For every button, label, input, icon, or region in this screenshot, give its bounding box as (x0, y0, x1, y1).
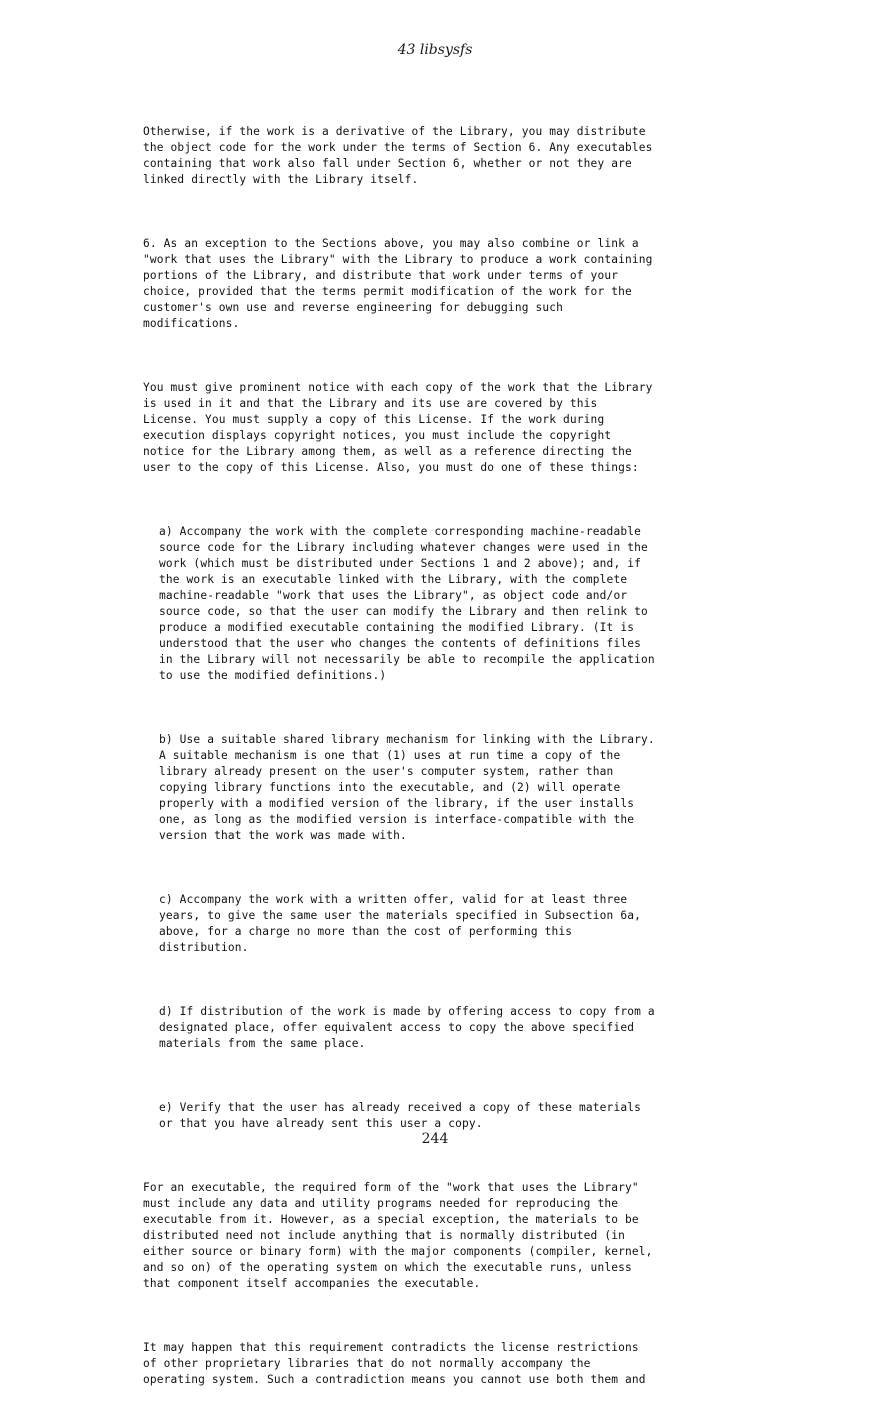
paragraph-contradiction: It may happen that this requirement contradicts the license restrictions of other proprietary libraries that do not normally accompany the operating system. Such a contradiction means you cannot use both them and (143, 1341, 646, 1386)
paragraph-derivative-work: Otherwise, if the work is a derivative of the Library, you may distribute the object code for the work under the terms of Section 6. Any executables containing that work also fall under Section 6, whether or not they are linked directly with the Library itself. (143, 125, 653, 186)
list-item-6d: d) If distribution of the work is made by offering access to copy from a designated place, offer equivalent access to copy the above specified materials from the same place. (159, 1005, 655, 1050)
page-number: 244 (421, 1131, 449, 1147)
list-item-6e: e) Verify that the user has already received a copy of these materials or that you have already sent this user a copy. (159, 1101, 641, 1130)
list-item-6b: b) Use a suitable shared library mechanism for linking with the Library. A suitable mechanism is one that (1) uses at run time a copy of the library already present on the user's computer system, rather than copying library functions into the executable, and (2) will operate properly with a modified version of the library, if the user installs one, as long as the modified version is interface-compatible with the version that the work was made with. (159, 733, 655, 842)
paragraph-executable-form: For an executable, the required form of the "work that uses the Library" must include any data and utility programs needed for reproducing the executable from it. However, as a special exception, the materials to be distributed need not include anything that is normally distributed (in either source or binary form) with the major components (compiler, kernel, and so on) of the operating system on which the executable runs, unless that component itself accompanies the executable. (143, 1181, 653, 1290)
running-header: 43 libsysfs (397, 42, 473, 58)
document-body (143, 92, 783, 1420)
list-item-6c: c) Accompany the work with a written offer, valid for at least three years, to give the same user the materials specified in Subsection 6a, above, for a charge no more than the cost of performing this distribution. (159, 893, 641, 954)
list-item-6a: a) Accompany the work with the complete corresponding machine-readable source code for the Library including whatever changes were used in the work (which must be distributed under Sections 1 and 2 above); and, if the work is an executable linked with the Library, with the complete machine-readable "work that uses the Library", as object code and/or source code, so that the user can modify the Library and then relink to produce a modified executable containing the modified Library. (It is understood that the user who changes the contents of definitions files in the Library will not necessarily be able to recompile the application to use the modified definitions.) (159, 525, 655, 682)
paragraph-section-6: 6. As an exception to the Sections above, you may also combine or link a "work that uses the Library" with the Library to produce a work containing portions of the Library, and distribute that work under terms of your choice, provided that the terms permit modification of the work for the customer's own use and reverse engineering for debugging such modifications. (143, 237, 653, 330)
paragraph-prominent-notice: You must give prominent notice with each copy of the work that the Library is used in it and that the Library and its use are covered by this License. You must supply a copy of this License. If the work during execution displays copyright notices, you must include the copyright notice for the Library among them, as well as a reference directing the user to the copy of this License. Also, you must do one of these things: (143, 381, 653, 474)
